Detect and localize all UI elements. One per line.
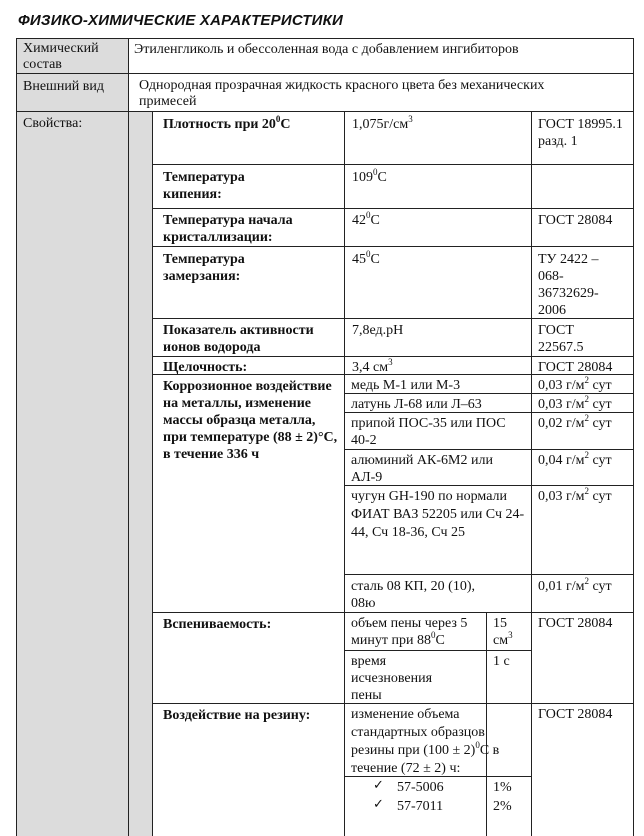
check-icon: ✓: [373, 778, 384, 793]
alkalinity-value: 3,4 $см^3$: [352, 357, 393, 375]
rubber-sample-value: 1%: [493, 780, 512, 795]
freezing-value: $45^0С$: [352, 249, 380, 267]
rubber-sample-value: 2%: [493, 799, 512, 814]
row-line: [152, 208, 634, 209]
foam-volume-value: 15 $см^3$: [493, 616, 513, 648]
ph-standard: ГОСТ 22567.5: [538, 323, 584, 355]
row-line: [344, 574, 634, 575]
crystallization-value: $42^0С$: [352, 210, 380, 228]
rubber-sample-code: 57-7011: [397, 799, 444, 814]
foam-time-label: время исчезновения пены: [351, 654, 433, 703]
corrosion-metal: чугун GH-190 по нормали ФИАТ ВАЗ 52205 или Сч 24-44, Сч 18-36, Сч 25: [351, 489, 525, 540]
corrosion-name: Коррозионное воздействие на металлы, изменение массы образца металла, при температуре (88 ± 2)°С, в течение 336 ч: [163, 379, 338, 462]
page-title: ФИЗИКО-ХИМИЧЕСКИЕ ХАРАКТЕРИСТИКИ: [18, 12, 344, 29]
corrosion-metal: медь М-1 или М-3: [351, 378, 461, 393]
boiling-value: $109^0С$: [352, 167, 387, 185]
corrosion-value: 0,02 $г/м^2$ сут: [538, 413, 612, 431]
rubber-name: Воздействие на резину:: [163, 708, 311, 723]
alkalinity-standard: ГОСТ 28084: [538, 360, 613, 375]
row-line: [16, 111, 634, 112]
label-column-bg: [17, 39, 128, 836]
col-line: [531, 111, 532, 836]
ph-value: 7,8ед.рН: [352, 323, 404, 338]
freezing-name: Температура замерзания:: [163, 252, 245, 284]
crystallization-name: Температура начала кристаллизации:: [163, 213, 293, 245]
composition-value: Этиленгликоль и обессоленная вода с добавлением ингибиторов: [134, 42, 519, 57]
rubber-standard: ГОСТ 28084: [538, 707, 613, 722]
boiling-name: Температура кипения:: [163, 170, 245, 202]
foaming-standard: ГОСТ 28084: [538, 616, 613, 631]
foaming-name: Вспениваемость:: [163, 617, 272, 632]
freezing-standard: ТУ 2422 – 068-36732629-2006: [538, 252, 599, 318]
corrosion-metal: сталь 08 КП, 20 (10), 08ю: [351, 579, 475, 611]
appearance-label: Внешний вид: [23, 79, 105, 94]
properties-label: Свойства:: [23, 116, 83, 131]
density-standard: ГОСТ 18995.1 разд. 1: [538, 117, 623, 149]
corrosion-value: 0,03 $г/м^2$ сут: [538, 486, 612, 504]
corrosion-value: 0,01 $г/м^2$ сут: [538, 576, 612, 594]
corrosion-value: 0,04 $г/м^2$ сут: [538, 450, 612, 468]
row-line: [152, 164, 634, 165]
alkalinity-name: Щелочность:: [163, 360, 248, 375]
foam-volume-label: объем пены через 5 минут при $88^0С$: [351, 616, 468, 648]
foam-time-value: 1 с: [493, 654, 510, 669]
ph-name: Показатель активности ионов водорода: [163, 323, 314, 355]
corrosion-metal: алюминий АК-6М2 или АЛ-9: [351, 453, 493, 485]
corrosion-metal: латунь Л-68 или Л–63: [351, 397, 482, 412]
composition-label: Химический состав: [23, 41, 99, 72]
col-line: [152, 111, 153, 836]
corrosion-value: 0,03 $г/м^2$ сут: [538, 394, 612, 412]
corrosion-metal: припой ПОС-35 или ПОС 40-2: [351, 416, 506, 448]
row-line: [16, 73, 634, 74]
corrosion-value: 0,03 $г/м^2$ сут: [538, 375, 612, 393]
appearance-value: Однородная прозрачная жидкость красного цвета без механических примесей: [139, 78, 545, 109]
col-line: [344, 111, 345, 836]
crystallization-standard: ГОСТ 28084: [538, 213, 613, 228]
gap-column-bg: [128, 112, 152, 836]
col-line: [128, 39, 129, 836]
density-value: $1,075г/см^3$: [352, 114, 413, 132]
rubber-sample-code: 57-5006: [397, 780, 444, 795]
density-name: Плотность при $20^0С$: [163, 114, 291, 132]
rubber-description: изменение объема стандартных образцов резины при $(100 \pm 2)^0С$ в течение (72 ± 2) ч:: [351, 707, 500, 776]
check-icon: ✓: [373, 797, 384, 812]
